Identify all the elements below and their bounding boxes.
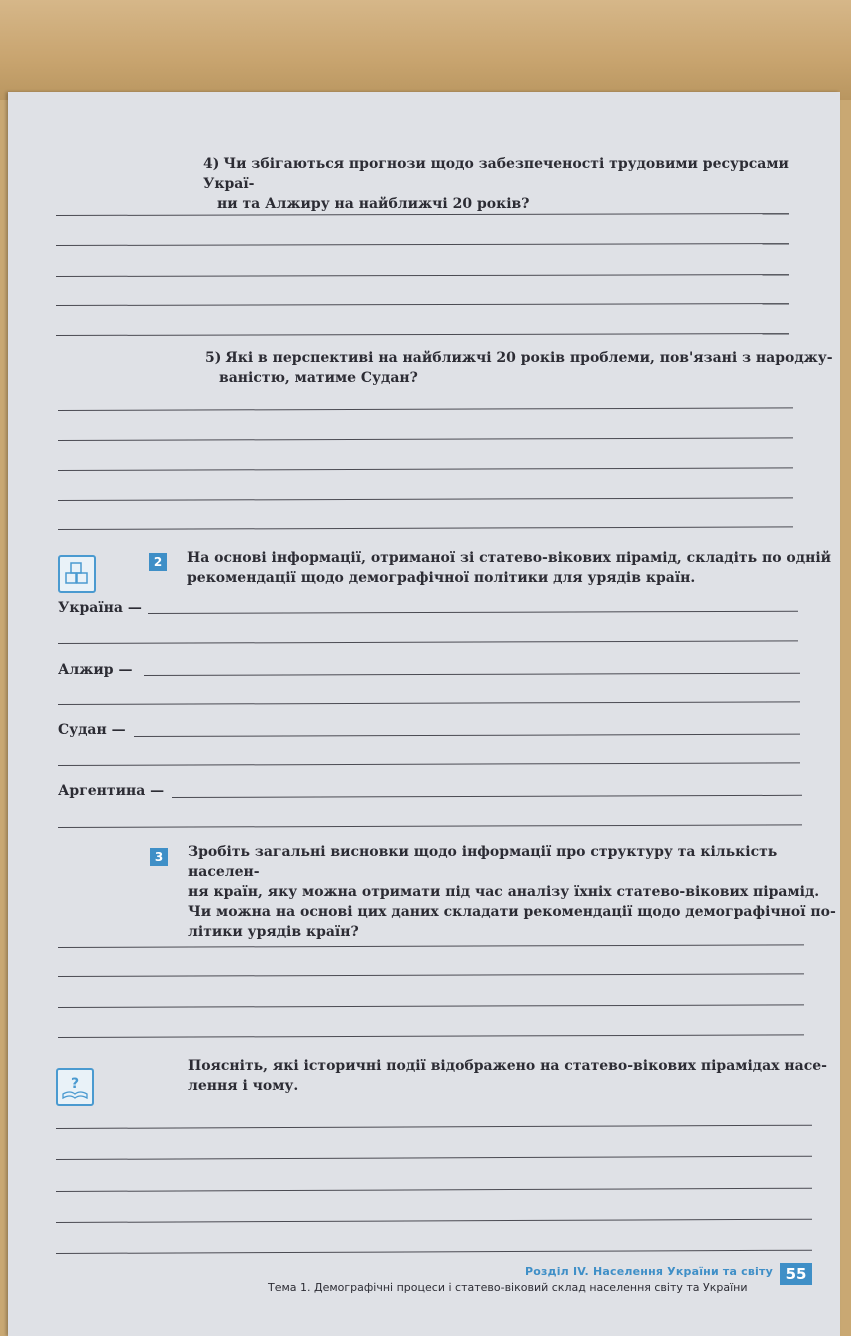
answer-line[interactable] — [56, 1156, 812, 1160]
question-4-number: 4) — [203, 156, 220, 172]
answer-line[interactable] — [56, 1250, 812, 1254]
answer-line[interactable] — [56, 213, 789, 216]
answer-line[interactable] — [56, 303, 789, 306]
answer-line[interactable] — [58, 437, 793, 441]
answer-line[interactable] — [58, 1004, 804, 1008]
answer-line[interactable] — [56, 1125, 812, 1129]
answer-line[interactable] — [58, 407, 793, 411]
table-background — [0, 0, 851, 100]
country-label-argentina: Аргентина — — [58, 783, 165, 799]
footer-section-title: Розділ IV. Населення України та світу — [525, 1265, 773, 1278]
task-2-line2: рекомендації щодо демографічної політики для урядів країн. — [187, 570, 696, 586]
answer-line[interactable] — [58, 701, 800, 705]
question-book-icon — [56, 1068, 94, 1106]
question-5-line1: Які в перспективі на найближчі 20 років проблеми, пов'язані з народжу- — [225, 350, 833, 366]
answer-line[interactable] — [134, 734, 800, 737]
answer-line[interactable] — [58, 467, 793, 471]
answer-line[interactable] — [56, 274, 789, 277]
page-number-badge: 55 — [780, 1263, 812, 1285]
answer-line[interactable] — [58, 973, 804, 977]
task-4-line1: Поясніть, які історичні події відображено на статево-вікових пірамідах насе- — [188, 1058, 827, 1074]
task-4-prompt — [188, 1056, 827, 1096]
task-3-line4: літики урядів країн? — [188, 924, 359, 940]
task-2-prompt — [187, 548, 831, 588]
task-2-badge: 2 — [149, 553, 167, 571]
answer-line[interactable] — [58, 497, 793, 501]
svg-text:?: ? — [70, 1076, 80, 1092]
answer-line[interactable] — [58, 1034, 804, 1038]
question-5 — [205, 348, 833, 388]
task-3-line3: Чи можна на основі цих даних складати рекомендації щодо демографічної по- — [188, 904, 836, 920]
country-label-ukraine: Україна — — [58, 600, 142, 616]
task-4-line2: лення і чому. — [188, 1078, 299, 1094]
answer-line[interactable] — [56, 1219, 812, 1223]
answer-line[interactable] — [148, 611, 798, 614]
answer-line[interactable] — [58, 824, 802, 828]
task-3-line2: ня країн, яку можна отримати під час аналізу їхніх статево-вікових пірамід. — [188, 884, 820, 900]
answer-line[interactable] — [58, 762, 800, 766]
country-label-sudan: Судан — — [58, 722, 126, 738]
answer-line[interactable] — [58, 526, 793, 530]
answer-line[interactable] — [56, 333, 789, 336]
question-4-line1: Чи збігаються прогнози щодо забезпеченості трудовими ресурсами Украї- — [203, 156, 789, 192]
cubes-icon — [58, 555, 96, 593]
answer-line[interactable] — [58, 640, 798, 644]
answer-line[interactable] — [144, 673, 800, 676]
question-5-number: 5) — [205, 350, 222, 366]
answer-line[interactable] — [56, 1188, 812, 1192]
country-label-algeria: Алжир — — [58, 662, 133, 678]
task-3-badge: 3 — [150, 848, 168, 866]
answer-line[interactable] — [58, 944, 804, 948]
answer-line[interactable] — [172, 795, 802, 798]
question-5-line2: ваністю, матиме Судан? — [219, 370, 418, 386]
footer-topic-title: Тема 1. Демографічні процеси і статево-віковий склад населення світу та України — [268, 1281, 748, 1294]
task-2-line1: На основі інформації, отриманої зі статево-вікових пірамід, складіть по одній — [187, 550, 832, 566]
workbook-page — [8, 92, 840, 1336]
task-3-prompt — [188, 842, 840, 942]
answer-line[interactable] — [56, 243, 789, 246]
task-3-line1: Зробіть загальні висновки щодо інформації про структуру та кількість населен- — [188, 844, 778, 880]
question-4-line2: ни та Алжиру на найближчі 20 років? — [217, 196, 530, 212]
question-4 — [203, 154, 840, 214]
